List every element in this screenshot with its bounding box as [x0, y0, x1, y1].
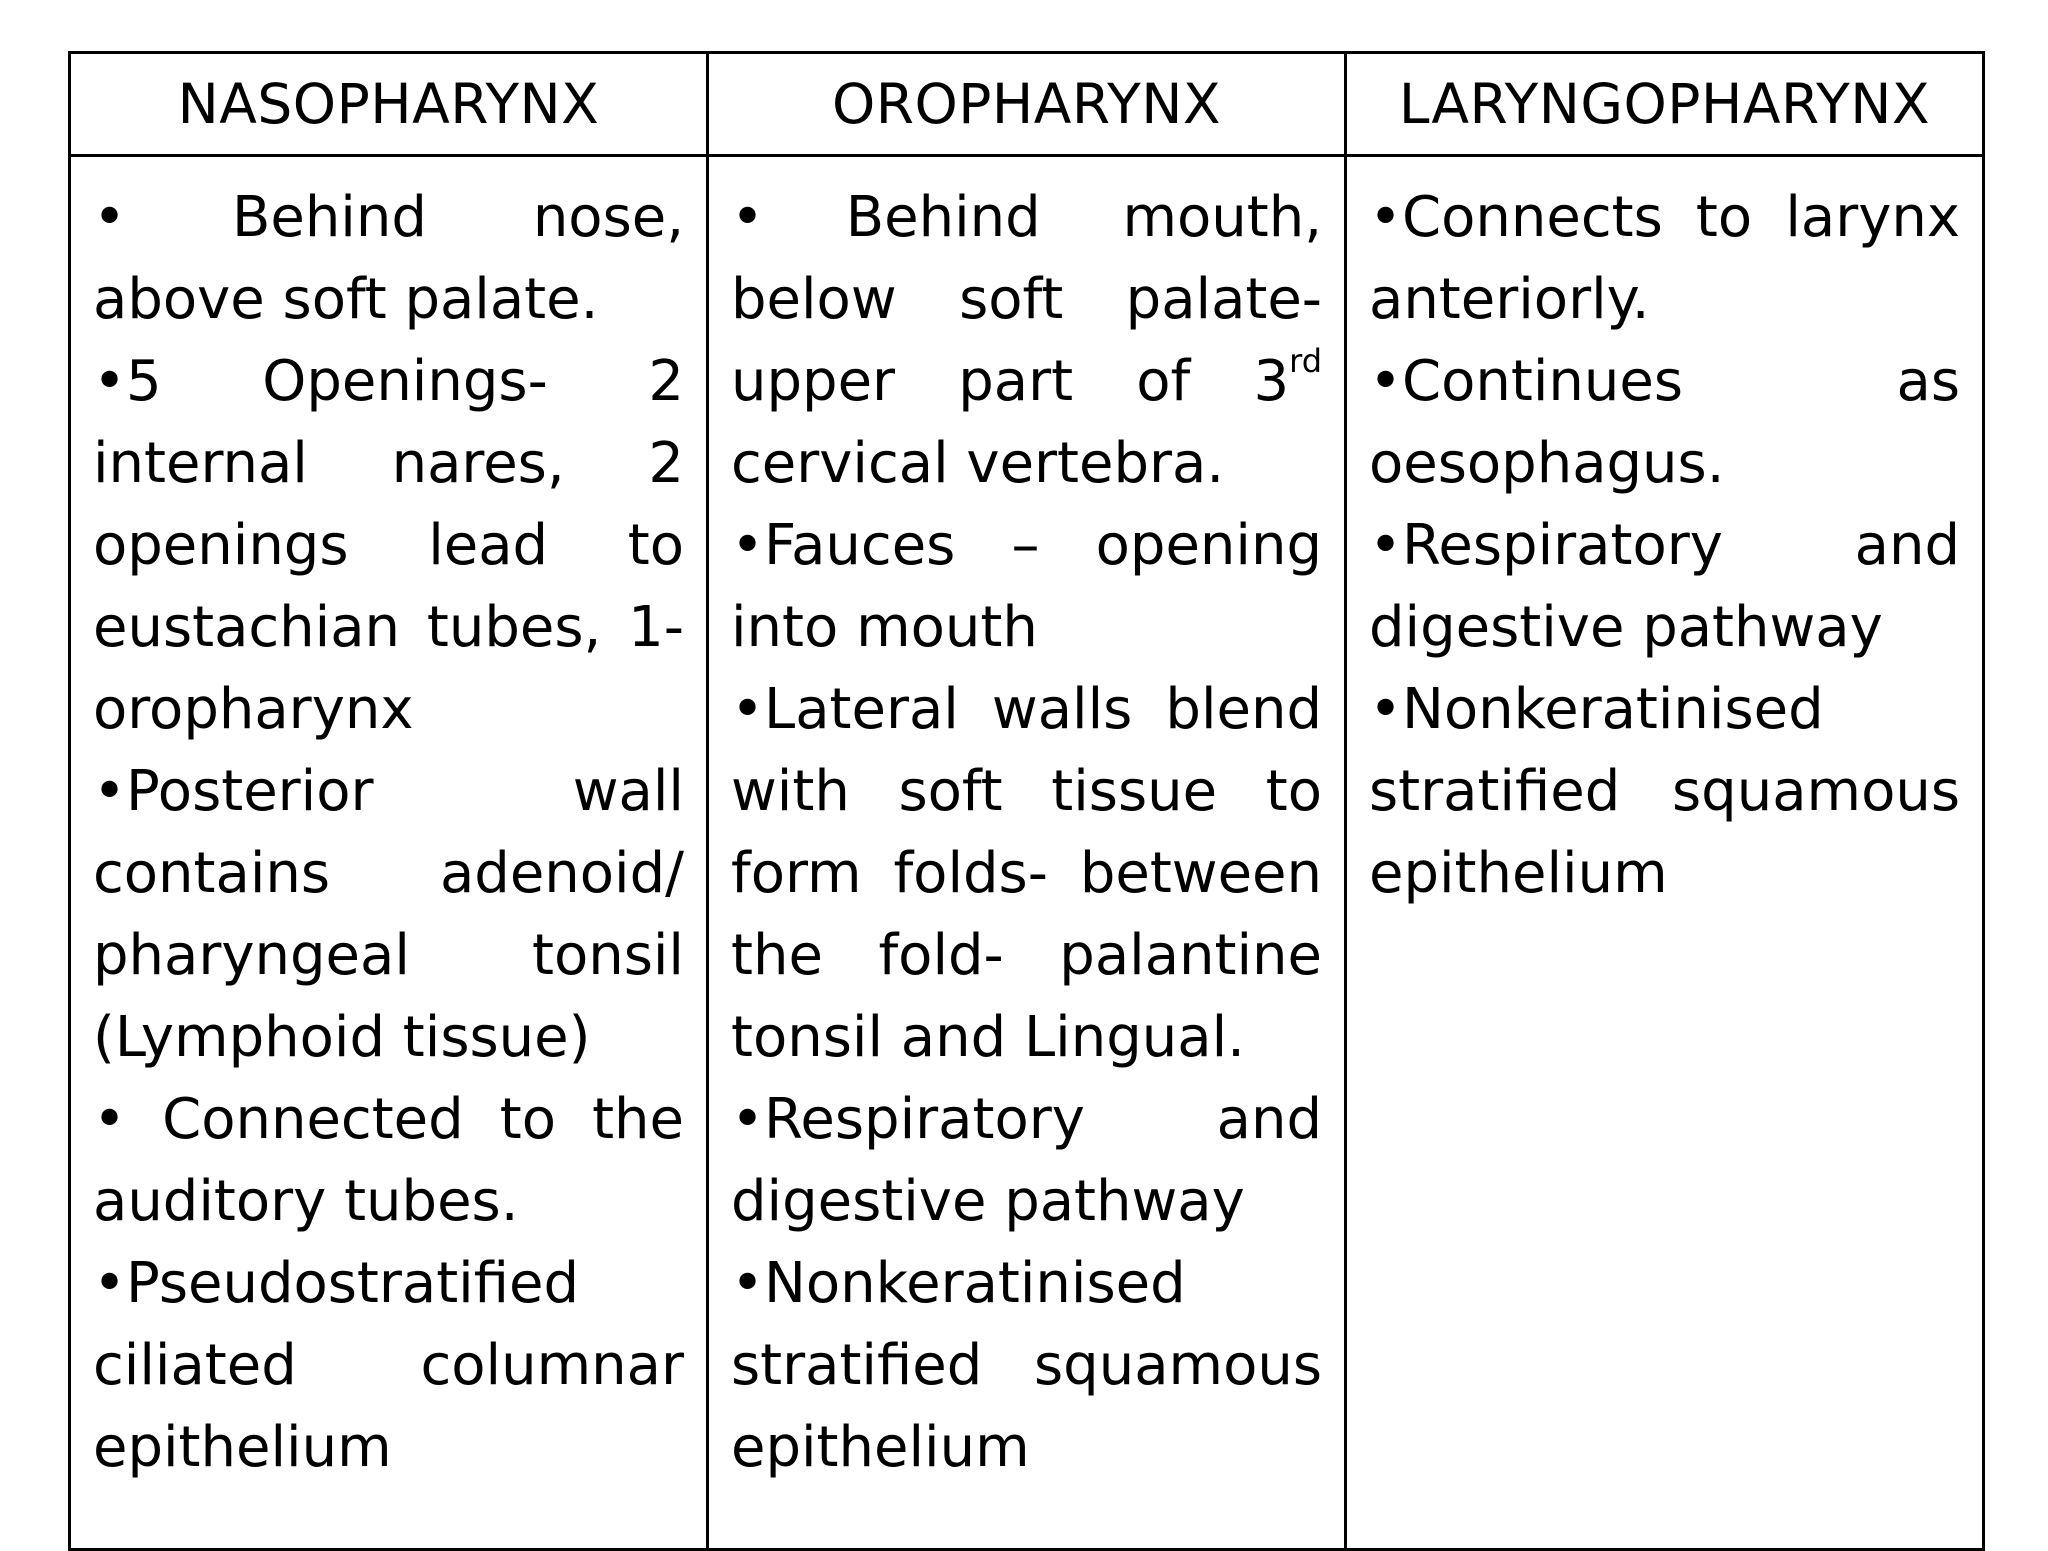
oropharynx-item: •Fauces – opening into mouth	[731, 513, 1322, 660]
laryngopharynx-item: •Continues as oesophagus.	[1369, 349, 1960, 496]
oropharynx-item	[731, 177, 1322, 505]
nasopharynx-item: •Pseudostratified ciliated columnar epithelium	[93, 1251, 684, 1480]
nasopharynx-cell	[70, 156, 708, 1550]
nasopharynx-item: • Connected to the auditory tubes.	[93, 1087, 684, 1234]
oropharynx-cell	[708, 156, 1346, 1550]
pharynx-comparison-table	[68, 51, 1985, 1551]
header-laryngopharynx: LARYNGOPHARYNX	[1346, 53, 1984, 156]
laryngopharynx-item: •Connects to larynx anteriorly.	[1369, 185, 1960, 332]
laryngopharynx-item: •Nonkeratinised stratified squamous epithelium	[1369, 677, 1960, 906]
oropharynx-item: •Respiratory and digestive pathway	[731, 1087, 1322, 1234]
nasopharynx-item: • Behind nose, above soft palate.	[93, 185, 684, 332]
oropharynx-item-tail: cervical vertebra.	[731, 431, 1225, 496]
header-row	[70, 53, 1984, 156]
oropharynx-item: •Lateral walls blend with soft tissue to form folds- between the fold- palantine tonsil and Lingual.	[731, 677, 1322, 1070]
header-nasopharynx: NASOPHARYNX	[70, 53, 708, 156]
ordinal-superscript: rd	[1289, 342, 1322, 380]
laryngopharynx-cell	[1346, 156, 1984, 1550]
nasopharynx-item: •5 Openings- 2 internal nares, 2 openings lead to eustachian tubes, 1- oropharynx	[93, 349, 684, 742]
content-row	[70, 156, 1984, 1550]
header-oropharynx: OROPHARYNX	[708, 53, 1346, 156]
oropharynx-item-text: • Behind mouth, below soft palate- upper part of 3	[731, 185, 1322, 414]
nasopharynx-item: •Posterior wall contains adenoid/ pharyngeal tonsil (Lymphoid tissue)	[93, 759, 684, 1070]
laryngopharynx-item: •Respiratory and digestive pathway	[1369, 513, 1960, 660]
oropharynx-item: •Nonkeratinised stratified squamous epithelium	[731, 1251, 1322, 1480]
